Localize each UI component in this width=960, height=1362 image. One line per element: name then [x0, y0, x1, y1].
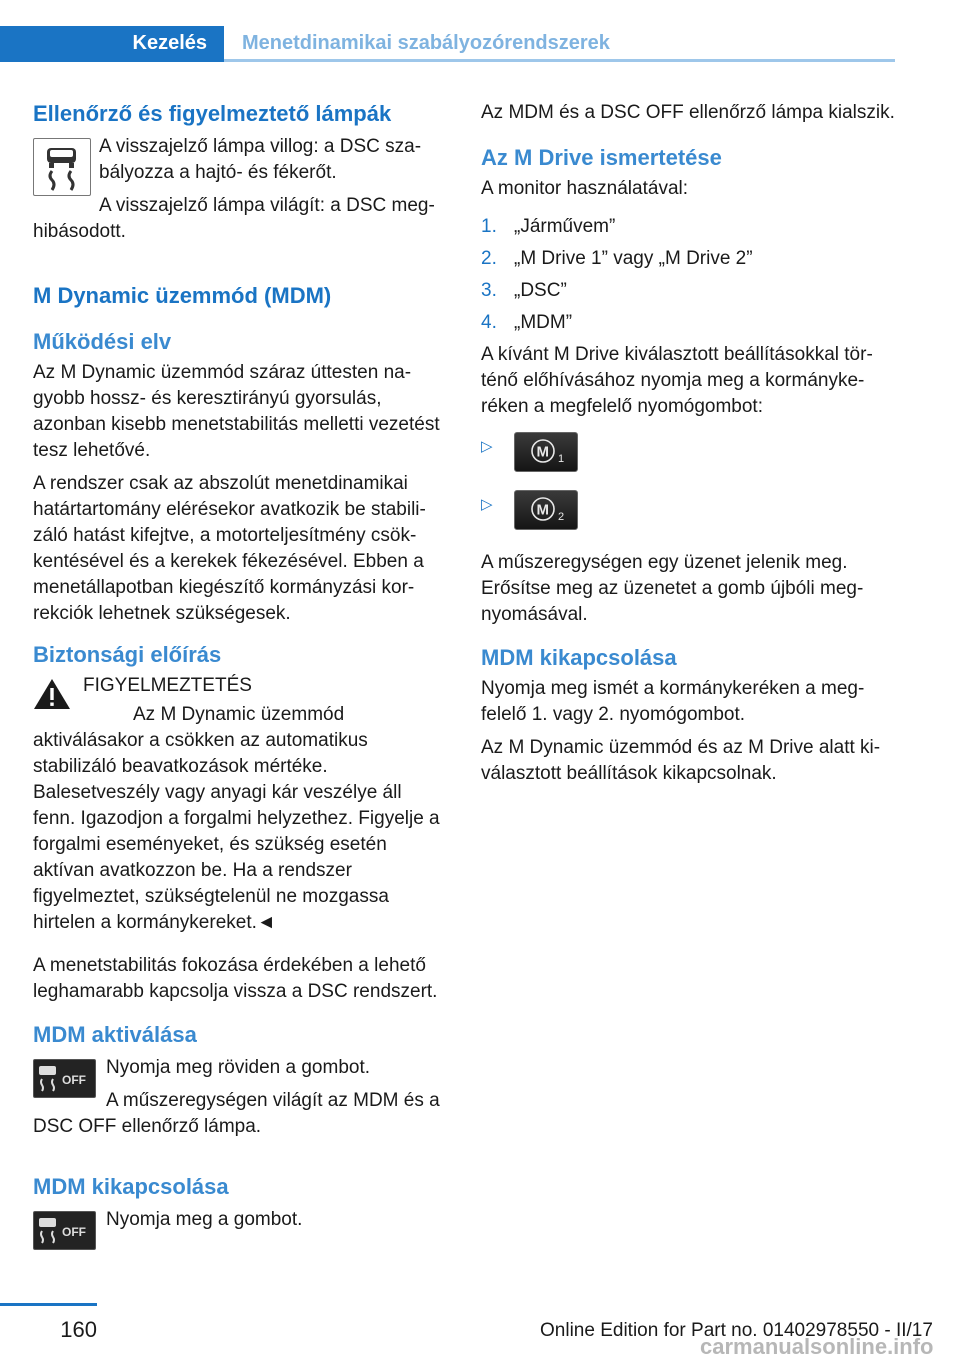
section-title[interactable]: Menetdinamikai szabályozórendszerek [242, 32, 610, 54]
lamp-off-text: Az MDM és a DSC OFF ellenőrző lámpa kialszik. [481, 102, 895, 123]
heading-deactivate: MDM kikapcsolása [33, 1174, 229, 1199]
m2-sub: 2 [558, 511, 565, 523]
m1-button-item [481, 434, 896, 482]
activate-text-1: Nyomja meg röviden a gombot. [106, 1057, 371, 1078]
header-rule [224, 59, 895, 62]
dsc-off-button-icon [33, 1059, 96, 1098]
chapter-tab[interactable]: Kezelés [0, 26, 224, 62]
off-label-2: OFF [62, 1225, 86, 1239]
mdrive-text-2: A kívánt M Drive kiválasztott beállításokkal történő előhívásához nyomja meg a kormánykeréken a megfelelő nyomógombot: [481, 344, 873, 417]
warning-triangle-icon [33, 677, 71, 719]
page-header [0, 26, 895, 62]
off-label: OFF [62, 1073, 86, 1087]
mdrive-steps [481, 214, 896, 336]
mdm-off-text-1: Nyomja meg ismét a kormánykeréken a megfelelő 1. vagy 2. nyomógombot. [481, 678, 865, 725]
left-column [33, 100, 448, 1254]
mdrive-text-3: A műszeregységen egy üzenet jelenik meg. Erősítse meg az üzenetet a gomb újbóli megnyomásával. [481, 552, 864, 625]
activate-text-2: A műszeregységen világít az MDM és a DSC OFF ellenőrző lámpa. [33, 1090, 440, 1137]
list-item: 4. „MDM” [481, 312, 573, 333]
list-item: 1. „Járművem” [481, 216, 616, 237]
footer-rule [0, 1303, 97, 1306]
edition-text: Online Edition for Part no. 01402978550 - II/17 [540, 1320, 933, 1341]
heading-safety: Biztonsági előírás [33, 642, 222, 667]
dsc-warning-lamp-icon [33, 138, 91, 196]
list-item: 3. „DSC” [481, 280, 567, 301]
principle-text-2: A rendszer csak az abszolút menetdinamikai határtartomány elérésekor avatkozik be stabilizáló hatást kifejtve, a motorteljesítmény csökkentésével és a kerekek fékezésével. Ebben a menetállapotban kiegészítő kormányzási korrekciók lehetnek szükségesek. [33, 473, 426, 624]
watermark: carmanualsonline.info [700, 1334, 934, 1359]
mdrive-intro: A monitor használatával: [481, 178, 689, 199]
m2-button-item [481, 492, 896, 540]
deactivate-text-1: Nyomja meg a gombot. [106, 1209, 303, 1230]
m1-letter: M [536, 443, 549, 461]
m2-letter: M [536, 501, 549, 519]
heading-activate: MDM aktiválása [33, 1022, 197, 1047]
page-number: 160 [60, 1317, 97, 1342]
list-item: 2. „M Drive 1” vagy „M Drive 2” [481, 248, 753, 269]
principle-text-1: Az M Dynamic üzemmód száraz úttesten nagyobb hossz- és keresztirányú gyorsulás, azonban kisebb menetstabilitás melletti vezetést tesz lehetővé. [33, 362, 440, 461]
warning-text: Az M Dynamic üzemmód aktiválásakor a csökken az automatikus stabilizáló beavatkozások mértéke. Balesetveszély vagy anyagi kár veszélye áll fenn. Igazodjon a forgalmi helyzethez. Figyelje a forgalmi eseményeket, és szükség esetén aktívan avatkozzon be. Ha a rendszer figyelmeztet, szükségtelenül ne mozgassa hirtelen a kormánykereket.◄ [33, 704, 440, 933]
lamp-text-1: A visszajelző lámpa villog: a DSC szabályozza a hajtó- és fékerőt. [99, 136, 422, 183]
right-column [481, 100, 896, 794]
heading-mdm-off: MDM kikapcsolása [481, 645, 677, 670]
dsc-off-button-icon-2 [33, 1211, 96, 1250]
m2-button-icon[interactable] [514, 490, 578, 530]
m1-button-icon[interactable] [514, 432, 578, 472]
heading-principle: Működési elv [33, 329, 172, 354]
heading-mdrive: Az M Drive ismertetése [481, 145, 722, 170]
lamp-text-2: A visszajelző lámpa világít: a DSC meghibásodott. [33, 195, 435, 242]
heading-mdm: M Dynamic üzemmód (MDM) [33, 283, 332, 308]
m1-sub: 1 [558, 453, 565, 465]
mdm-off-text-2: Az M Dynamic üzemmód és az M Drive alatt kiválasztott beállítások kikapcsolnak. [481, 737, 881, 784]
triangle-bullet-icon: ▷ [481, 496, 493, 513]
heading-lamps: Ellenőrző és figyelmeztető lámpák [33, 101, 392, 126]
safety-text-2: A menetstabilitás fokozása érdekében a lehető leghamarabb kapcsolja vissza a DSC rendszert. [33, 955, 438, 1002]
triangle-bullet-icon: ▷ [481, 438, 493, 455]
warning-title: FIGYELMEZTETÉS [83, 675, 252, 696]
